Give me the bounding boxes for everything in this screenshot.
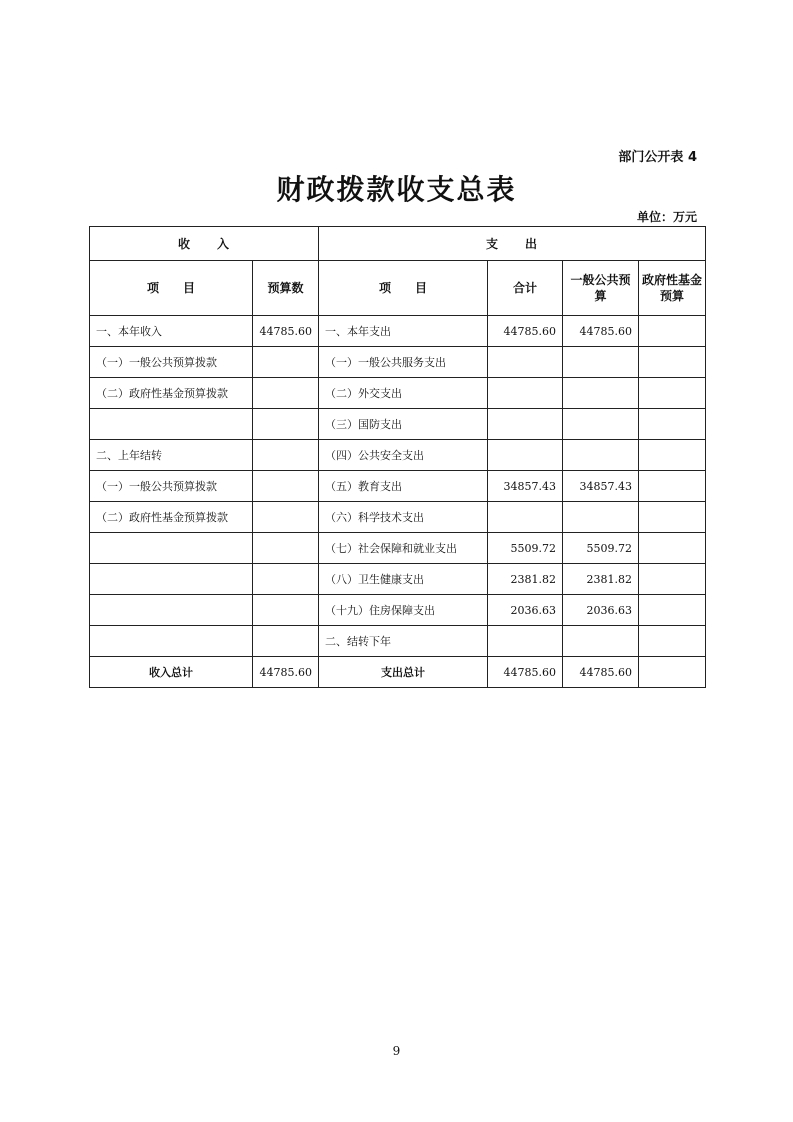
expense-item-cell: （五）教育支出 bbox=[319, 471, 488, 502]
general-budget-cell bbox=[563, 440, 639, 471]
general-budget-cell bbox=[563, 409, 639, 440]
income-item-cell bbox=[90, 409, 253, 440]
general-budget-cell: 34857.43 bbox=[563, 471, 639, 502]
table-row bbox=[90, 471, 706, 502]
general-budget-cell bbox=[563, 502, 639, 533]
income-amount-cell bbox=[253, 378, 319, 409]
fund-budget-cell bbox=[639, 471, 706, 502]
income-item-cell bbox=[90, 595, 253, 626]
page-number: 9 bbox=[392, 1044, 401, 1058]
expense-total-label: 支出总计 bbox=[319, 657, 488, 688]
expense-total-cell: 2381.82 bbox=[488, 564, 563, 595]
expense-item-cell: （二）外交支出 bbox=[319, 378, 488, 409]
table-row bbox=[90, 409, 706, 440]
expense-total-cell bbox=[488, 347, 563, 378]
income-item-cell: （二）政府性基金预算拨款 bbox=[90, 502, 253, 533]
fund-budget-cell bbox=[639, 316, 706, 347]
expense-item-cell: （三）国防支出 bbox=[319, 409, 488, 440]
totals-row bbox=[90, 657, 706, 688]
general-budget-cell bbox=[563, 347, 639, 378]
expense-item-cell: （七）社会保障和就业支出 bbox=[319, 533, 488, 564]
fund-budget-cell bbox=[639, 502, 706, 533]
income-item-cell bbox=[90, 533, 253, 564]
expense-total-cell bbox=[488, 409, 563, 440]
income-item-cell: （一）一般公共预算拨款 bbox=[90, 471, 253, 502]
expense-total-cell bbox=[488, 626, 563, 657]
table-row bbox=[90, 626, 706, 657]
income-group-header: 收 入 bbox=[90, 227, 319, 261]
income-amount-cell: 44785.60 bbox=[253, 316, 319, 347]
income-amount-cell bbox=[253, 502, 319, 533]
expense-total-cell: 2036.63 bbox=[488, 595, 563, 626]
table-row bbox=[90, 440, 706, 471]
fund-budget-cell bbox=[639, 595, 706, 626]
income-budget-header: 预算数 bbox=[253, 261, 319, 316]
table-row bbox=[90, 564, 706, 595]
expense-item-cell: 一、本年支出 bbox=[319, 316, 488, 347]
fund-budget-cell bbox=[639, 533, 706, 564]
general-budget-cell bbox=[563, 378, 639, 409]
expense-item-cell: （一）一般公共服务支出 bbox=[319, 347, 488, 378]
general-budget-header: 一般公共预算 bbox=[563, 261, 639, 316]
expense-total-cell: 5509.72 bbox=[488, 533, 563, 564]
unit-label: 单位：万元 bbox=[636, 210, 697, 224]
table-row bbox=[90, 595, 706, 626]
general-budget-cell: 2036.63 bbox=[563, 595, 639, 626]
general-budget-cell: 2381.82 bbox=[563, 564, 639, 595]
income-amount-cell bbox=[253, 564, 319, 595]
general-budget-cell: 5509.72 bbox=[563, 533, 639, 564]
fund-budget-cell bbox=[639, 347, 706, 378]
page-title: 财政拨款收支总表 bbox=[276, 173, 517, 206]
income-item-cell: 一、本年收入 bbox=[90, 316, 253, 347]
income-amount-cell bbox=[253, 471, 319, 502]
table-row bbox=[90, 378, 706, 409]
income-amount-cell bbox=[253, 626, 319, 657]
income-total-label: 收入总计 bbox=[90, 657, 253, 688]
general-budget-cell: 44785.60 bbox=[563, 316, 639, 347]
expense-item-cell: 二、结转下年 bbox=[319, 626, 488, 657]
income-amount-cell bbox=[253, 347, 319, 378]
general-budget-cell bbox=[563, 626, 639, 657]
expense-total-amount: 44785.60 bbox=[488, 657, 563, 688]
expense-item-cell: （六）科学技术支出 bbox=[319, 502, 488, 533]
table-row bbox=[90, 316, 706, 347]
income-item-cell bbox=[90, 564, 253, 595]
expense-total-cell bbox=[488, 378, 563, 409]
table-number: 部门公开表 4 bbox=[618, 150, 697, 165]
expense-total-cell: 44785.60 bbox=[488, 316, 563, 347]
expense-total-cell: 34857.43 bbox=[488, 471, 563, 502]
general-total-amount: 44785.60 bbox=[563, 657, 639, 688]
fund-budget-header: 政府性基金预算 bbox=[639, 261, 706, 316]
income-item-cell: （一）一般公共预算拨款 bbox=[90, 347, 253, 378]
income-item-cell: （二）政府性基金预算拨款 bbox=[90, 378, 253, 409]
income-amount-cell bbox=[253, 595, 319, 626]
income-item-cell bbox=[90, 626, 253, 657]
fund-budget-cell bbox=[639, 626, 706, 657]
fund-budget-cell bbox=[639, 378, 706, 409]
expense-group-header: 支 出 bbox=[319, 227, 706, 261]
fund-budget-cell bbox=[639, 564, 706, 595]
fund-budget-cell bbox=[639, 440, 706, 471]
fund-total-amount bbox=[639, 657, 706, 688]
income-amount-cell bbox=[253, 440, 319, 471]
expense-item-cell: （十九）住房保障支出 bbox=[319, 595, 488, 626]
income-item-header: 项 目 bbox=[90, 261, 253, 316]
income-amount-cell bbox=[253, 533, 319, 564]
table-row bbox=[90, 502, 706, 533]
expense-item-cell: （八）卫生健康支出 bbox=[319, 564, 488, 595]
expense-total-cell bbox=[488, 502, 563, 533]
expense-item-header: 项 目 bbox=[319, 261, 488, 316]
fiscal-appropriation-table bbox=[89, 226, 706, 688]
total-header: 合计 bbox=[488, 261, 563, 316]
table-row bbox=[90, 533, 706, 564]
fund-budget-cell bbox=[639, 409, 706, 440]
expense-item-cell: （四）公共安全支出 bbox=[319, 440, 488, 471]
income-total-amount: 44785.60 bbox=[253, 657, 319, 688]
income-item-cell: 二、上年结转 bbox=[90, 440, 253, 471]
table-row bbox=[90, 347, 706, 378]
expense-total-cell bbox=[488, 440, 563, 471]
income-amount-cell bbox=[253, 409, 319, 440]
column-header-row bbox=[90, 261, 706, 316]
group-header-row bbox=[90, 227, 706, 261]
